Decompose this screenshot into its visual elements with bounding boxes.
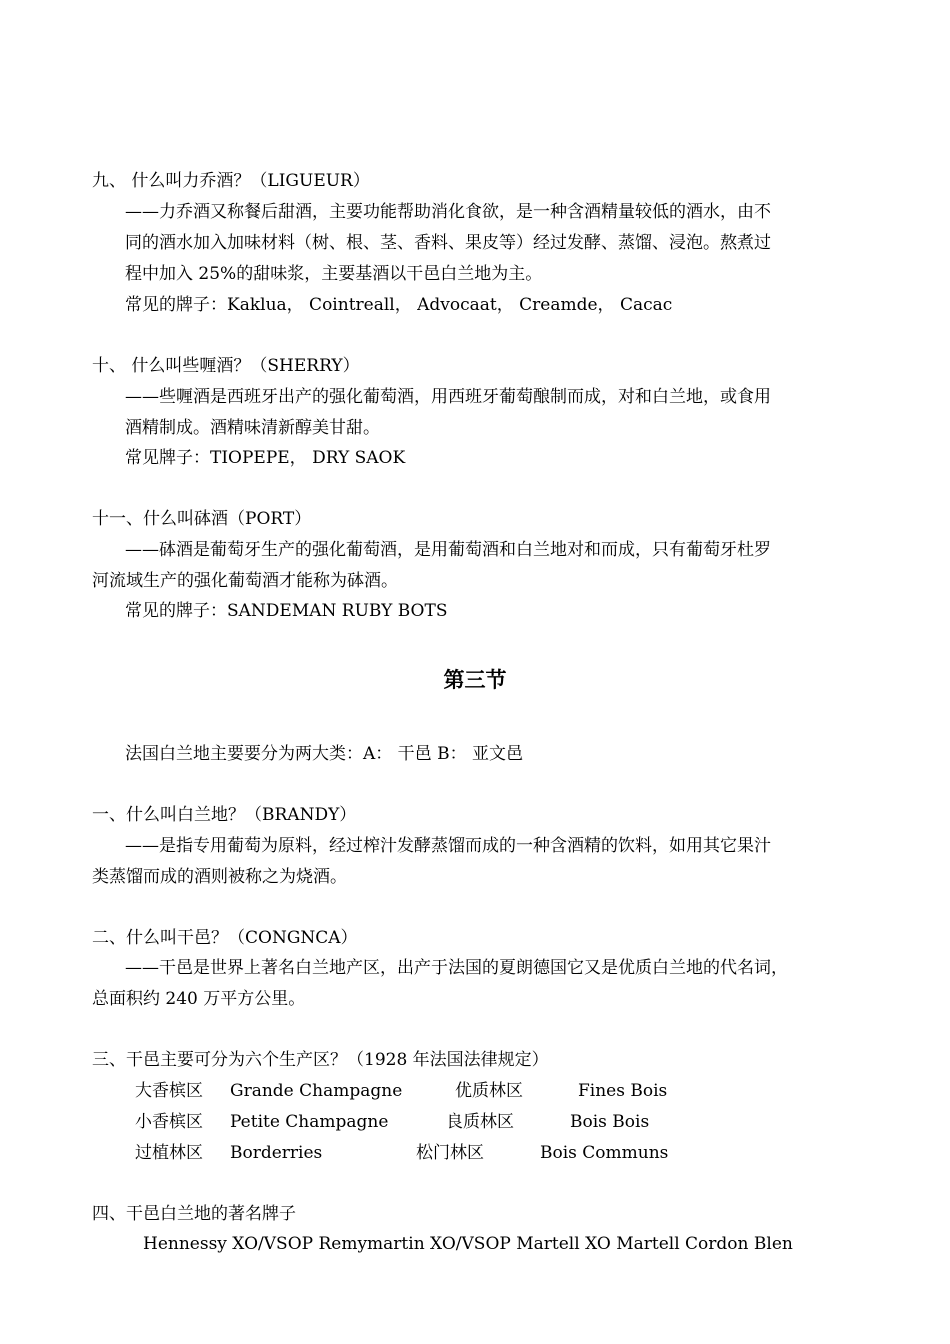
question-1-paragraph-line-1: ——是指专用葡萄为原料，经过榨汁发酵蒸馏而成的一种含酒精的饮料，如用其它果汁 (125, 836, 771, 856)
question-2-paragraph-line-1: ——干邑是世界上著名白兰地产区，出产于法国的夏朗德国它又是优质白兰地的代名词， (125, 958, 788, 978)
section-9-title: 九、 什么叫力乔酒？（LIGUEUR） (92, 171, 370, 191)
section-10-paragraph-line-1: ——些喱酒是西班牙出产的强化葡萄酒，用西班牙葡萄酿制而成，对和白兰地，或食用 (125, 387, 771, 407)
region-en: Grande Champagne (230, 1081, 403, 1101)
section-11-brands: 常见的牌子：SANDEMAN RUBY BOTS (125, 601, 448, 621)
section-9-paragraph-line-3: 程中加入 25%的甜味浆，主要基酒以干邑白兰地为主。 (125, 264, 543, 284)
section-10-brands: 常见牌子：TIOPEPE， DRY SAOK (125, 448, 406, 468)
section-10-title: 十、 什么叫些喱酒？（SHERRY） (92, 356, 360, 376)
region-cn-2: 松门林区 (416, 1143, 484, 1163)
question-2-title: 二、什么叫干邑？（CONGNCA） (92, 928, 358, 948)
question-1-paragraph-line-2: 类蒸馏而成的酒则被称之为烧酒。 (92, 867, 347, 887)
section-9-paragraph-line-2: 同的酒水加入加味材料（树、根、茎、香料、果皮等）经过发酵、蒸馏、浸泡。熬煮过 (125, 233, 771, 253)
question-2-paragraph-line-2: 总面积约 240 万平方公里。 (92, 989, 306, 1009)
region-cn-2: 良质林区 (446, 1112, 514, 1132)
section-heading: 第三节 (443, 667, 507, 692)
region-cn: 过植林区 (135, 1143, 203, 1163)
region-cn: 大香槟区 (135, 1081, 203, 1101)
question-4-brands: Hennessy XO/VSOP Remymartin XO/VSOP Martell XO Martell Cordon Blen (143, 1234, 793, 1254)
section-11-paragraph-line-2: 河流域生产的强化葡萄酒才能称为砵酒。 (92, 571, 398, 591)
section-11-title: 十一、什么叫砵酒（PORT） (92, 509, 312, 529)
region-en-2: Bois Bois (570, 1112, 650, 1132)
region-en-2: Bois Communs (540, 1143, 669, 1163)
region-en: Borderries (230, 1143, 323, 1163)
question-1-title: 一、什么叫白兰地？（BRANDY） (92, 805, 357, 825)
section-9-brands: 常见的牌子：Kaklua， Cointreall， Advocaat， Creamde， Cacac (125, 295, 673, 315)
question-4-title: 四、干邑白兰地的著名牌子 (92, 1204, 296, 1224)
region-en: Petite Champagne (230, 1112, 389, 1132)
region-cn: 小香槟区 (135, 1112, 203, 1132)
section-10-paragraph-line-2: 酒精制成。酒精味清新醇美甘甜。 (125, 418, 380, 438)
region-en-2: Fines Bois (578, 1081, 668, 1101)
region-cn-2: 优质林区 (455, 1081, 523, 1101)
intro-line: 法国白兰地主要要分为两大类：A： 干邑 B： 亚文邑 (125, 744, 523, 764)
question-3-title: 三、干邑主要可分为六个生产区？（1928 年法国法律规定） (92, 1050, 549, 1070)
section-9-paragraph-line-1: ——力乔酒又称餐后甜酒，主要功能帮助消化食欲，是一种含酒精量较低的酒水，由不 (125, 202, 771, 222)
section-11-paragraph-line-1: ——砵酒是葡萄牙生产的强化葡萄酒，是用葡萄酒和白兰地对和而成，只有葡萄牙杜罗 (125, 540, 771, 560)
